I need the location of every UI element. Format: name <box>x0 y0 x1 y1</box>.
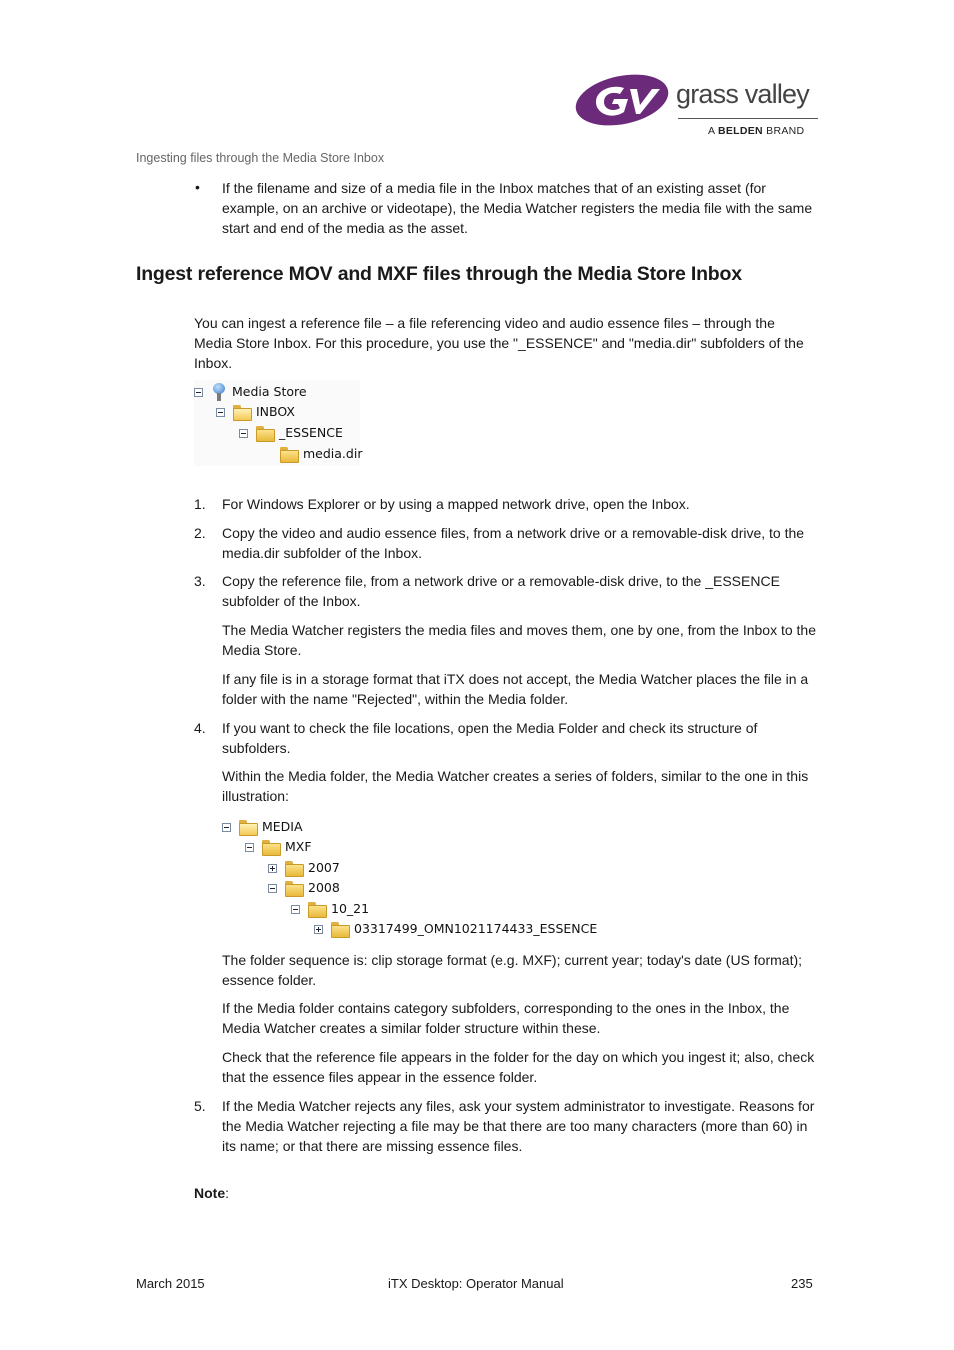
logo-tagline: A BELDEN BRAND <box>708 125 805 137</box>
collapse-icon[interactable] <box>291 905 300 914</box>
footer-manual-title: iTX Desktop: Operator Manual <box>388 1276 564 1291</box>
folder-icon <box>308 902 326 916</box>
media-store-tree <box>194 380 363 466</box>
tree-node-2008[interactable]: 2008 <box>268 878 340 898</box>
section-title: Ingest reference MOV and MXF files through the Media Store Inbox <box>136 263 742 285</box>
expand-icon[interactable] <box>314 925 323 934</box>
step-paragraph: Within the Media folder, the Media Watcher creates a series of folders, similar to the one in this illustration: <box>222 768 809 804</box>
running-head: Ingesting files through the Media Store Inbox <box>136 151 385 165</box>
folder-icon <box>262 840 280 854</box>
note-label: Note: <box>194 1185 230 1201</box>
folder-icon <box>285 861 303 875</box>
collapse-icon[interactable] <box>194 388 203 397</box>
collapse-icon[interactable] <box>222 823 231 832</box>
tree-node-mxf[interactable]: MXF <box>245 837 312 857</box>
footer-date: March 2015 <box>136 1276 205 1291</box>
step-text: Copy the reference file, from a network drive or a removable-disk drive, to the _ESSENCE subfolder of the Inbox. <box>222 573 780 609</box>
logo-divider <box>678 118 818 119</box>
tree-node-10-21[interactable]: 10_21 <box>291 899 369 919</box>
step-paragraph: The folder sequence is: clip storage format (e.g. MXF); current year; today's date (US format); essence folder. <box>222 952 803 988</box>
expand-icon[interactable] <box>268 864 277 873</box>
tree-node-essence[interactable]: _ESSENCE <box>239 423 343 443</box>
folder-open-icon <box>233 405 251 419</box>
collapse-icon[interactable] <box>239 429 248 438</box>
step-text: Copy the video and audio essence files, from a network drive or a removable-disk drive, to the media.dir subfolder of the Inbox. <box>222 525 805 561</box>
tree-node-media-dir[interactable]: media.dir <box>280 444 362 464</box>
footer-page-number: 235 <box>791 1276 813 1291</box>
logo-brand-text: grass valley <box>676 79 809 109</box>
collapse-icon[interactable] <box>216 408 225 417</box>
step-number: 1. <box>194 496 206 512</box>
gv-mark-icon <box>574 72 674 128</box>
step-paragraph: If any file is in a storage format that iTX does not accept, the Media Watcher places the file in a folder with the name "Rejected", within the Media folder. <box>222 671 809 707</box>
folder-icon <box>256 426 274 440</box>
collapse-icon[interactable] <box>268 884 277 893</box>
tree-node-media-store[interactable]: Media Store <box>194 382 307 402</box>
intro-paragraph: You can ingest a reference file – a file referencing video and audio essence files – through the Media Store Inbox. For this procedure, you use the "_ESSENCE" and "media.dir" subfolders of the Inbox. <box>194 315 804 371</box>
tree-node-2007[interactable]: 2007 <box>268 858 340 878</box>
step-text: If you want to check the file locations, open the Media Folder and check its structure of subfolders. <box>222 720 758 756</box>
folder-icon <box>280 447 298 461</box>
step-text: If the Media Watcher rejects any files, ask your system administrator to investigate. Reasons for the Media Watcher rejecting a file may be that there are too many characters (more than 60) in its name; or that there are missing essence files. <box>222 1098 815 1154</box>
folder-icon <box>285 881 303 895</box>
folder-icon <box>331 922 349 936</box>
tree-node-inbox[interactable]: INBOX <box>216 402 295 422</box>
step-text: For Windows Explorer or by using a mapped network drive, open the Inbox. <box>222 496 690 512</box>
tree-node-media[interactable]: MEDIA <box>222 817 303 837</box>
step-number: 3. <box>194 573 206 589</box>
top-bullet-text: If the filename and size of a media file in the Inbox matches that of an existing asset (for example, on an archive or videotape), the Media Watcher registers the media file with the same start and end of the media as the asset. <box>222 180 813 236</box>
tree-node-essence-folder[interactable]: 03317499_OMN1021174433_ESSENCE <box>314 919 597 939</box>
step-paragraph: If the Media folder contains category subfolders, corresponding to the ones in the Inbox, the Media Watcher creates a similar folder structure within these. <box>222 1000 790 1036</box>
collapse-icon[interactable] <box>245 843 254 852</box>
grass-valley-logo <box>574 70 822 136</box>
folder-open-icon <box>239 820 257 834</box>
step-number: 5. <box>194 1098 206 1114</box>
step-number: 4. <box>194 720 206 736</box>
step-paragraph: The Media Watcher registers the media files and moves them, one by one, from the Inbox to the Media Store. <box>222 622 817 658</box>
step-paragraph: Check that the reference file appears in the folder for the day on which you ingest it; also, check that the essence files appear in the essence folder. <box>222 1049 815 1085</box>
media-folder-tree <box>222 816 598 942</box>
step-number: 2. <box>194 525 206 541</box>
bullet-icon: • <box>195 179 200 195</box>
network-drive-icon <box>211 383 227 401</box>
